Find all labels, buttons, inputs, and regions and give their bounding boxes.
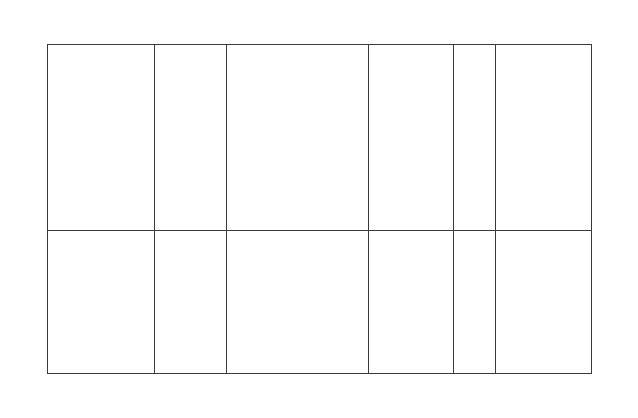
table-row	[48, 231, 592, 374]
penilaian-list	[369, 231, 453, 234]
kd-cell	[48, 231, 155, 374]
materi-cell-empty	[155, 45, 227, 231]
penilaian-cell	[369, 231, 454, 374]
penilaian-cell-empty	[369, 45, 454, 231]
sumber-list	[496, 231, 591, 234]
sumber-cell	[496, 231, 592, 374]
kd-list	[48, 231, 154, 234]
alokasi-cell	[454, 231, 496, 374]
syllabus-table	[47, 44, 592, 374]
pembelajaran-list	[227, 231, 368, 234]
materi-list	[155, 231, 226, 234]
alokasi-wrap	[454, 231, 495, 244]
activity-list	[227, 45, 368, 48]
pembelajaran-cell	[227, 231, 369, 374]
materi-cell	[155, 231, 227, 374]
pembelajaran-cell	[227, 45, 369, 231]
alokasi-cell-empty	[454, 45, 496, 231]
kd-cell-empty	[48, 45, 155, 231]
table-row	[48, 45, 592, 231]
sumber-cell-empty	[496, 45, 592, 231]
spacer	[459, 234, 492, 244]
